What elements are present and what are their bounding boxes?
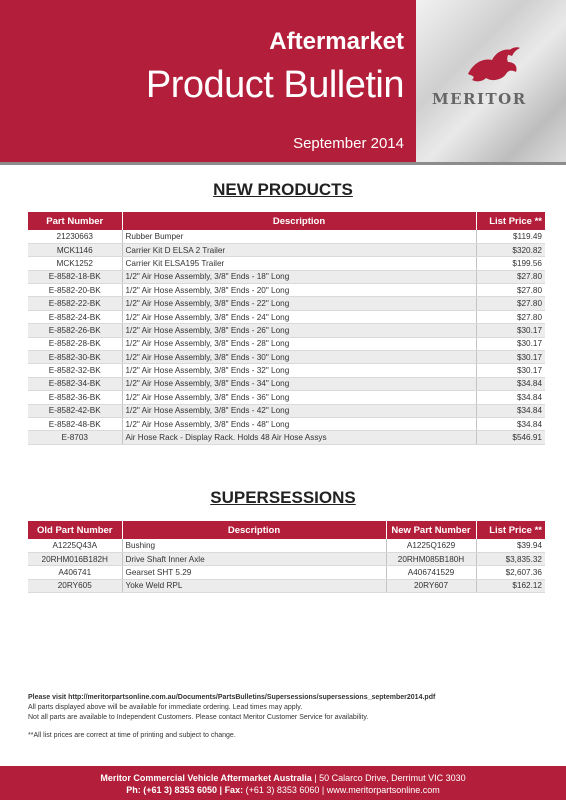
table-row	[28, 297, 545, 310]
notes	[28, 693, 548, 741]
table-cell: 20RHM085B180H	[386, 552, 476, 565]
table-cell: $27.80	[476, 297, 545, 310]
table-cell: $27.80	[476, 270, 545, 283]
table-cell: 1/2" Air Hose Assembly, 3/8" Ends - 20" Long	[122, 284, 476, 297]
table-cell: E-8582-18-BK	[28, 270, 122, 283]
table-cell: Bushing	[122, 539, 386, 552]
table-cell: 1/2" Air Hose Assembly, 3/8" Ends - 48" Long	[122, 417, 476, 430]
table-cell: $34.84	[476, 417, 545, 430]
table-cell: E-8582-20-BK	[28, 284, 122, 297]
table-cell: Gearset SHT 5.29	[122, 566, 386, 579]
table-cell: $27.80	[476, 284, 545, 297]
table-cell: $30.17	[476, 337, 545, 350]
table-cell: 1/2" Air Hose Assembly, 3/8" Ends - 34" Long	[122, 377, 476, 390]
table-row	[28, 417, 545, 430]
table-row	[28, 351, 545, 364]
table-header-row	[28, 212, 545, 230]
column-header: Part Number	[28, 212, 122, 230]
column-header: Description	[122, 212, 476, 230]
table-cell: $119.49	[476, 230, 545, 243]
table-cell: A1225Q43A	[28, 539, 122, 552]
footer-address: | 50 Calarco Drive, Derrimut VIC 3030	[311, 773, 466, 783]
table-cell: E-8582-32-BK	[28, 364, 122, 377]
table-cell: 1/2" Air Hose Assembly, 3/8" Ends - 24" Long	[122, 310, 476, 323]
footer-company: Meritor Commercial Vehicle Aftermarket Australia	[100, 773, 312, 783]
table-cell: E-8582-36-BK	[28, 391, 122, 404]
column-header: Description	[122, 521, 386, 539]
column-header: New Part Number	[386, 521, 476, 539]
table-cell: 20RY607	[386, 579, 476, 592]
table-cell: A406741529	[386, 566, 476, 579]
table-cell: 1/2" Air Hose Assembly, 3/8" Ends - 42" Long	[122, 404, 476, 417]
column-header: List Price **	[476, 521, 545, 539]
table-cell: $34.84	[476, 391, 545, 404]
meritor-logo-text: MERITOR	[432, 90, 527, 108]
table-row	[28, 243, 545, 256]
table-cell: $3,835.32	[476, 552, 545, 565]
table-row	[28, 404, 545, 417]
table-cell: A406741	[28, 566, 122, 579]
new-products-title: NEW PRODUCTS	[213, 180, 353, 199]
table-cell: 1/2" Air Hose Assembly, 3/8" Ends - 26" Long	[122, 324, 476, 337]
table-row	[28, 337, 545, 350]
table-cell: 1/2" Air Hose Assembly, 3/8" Ends - 32" Long	[122, 364, 476, 377]
footer-fax-label: Fax:	[224, 785, 244, 795]
table-row	[28, 310, 545, 323]
table-row	[28, 552, 545, 565]
supersessions-title: SUPERSESSIONS	[210, 488, 356, 507]
table-cell: $546.91	[476, 431, 545, 444]
table-row	[28, 230, 545, 243]
table-cell: MCK1146	[28, 243, 122, 256]
table-row	[28, 364, 545, 377]
footer-fax-web: (+61 3) 8353 6060 | www.meritorpartsonline.com	[243, 785, 440, 795]
table-row	[28, 431, 545, 444]
header-aftermarket: Aftermarket	[269, 28, 404, 55]
table-row	[28, 391, 545, 404]
note-line: All parts displayed above will be available for immediate ordering. Lead times may apply.	[28, 704, 303, 711]
table-cell: Drive Shaft Inner Axle	[122, 552, 386, 565]
footer-line-2	[0, 784, 566, 796]
header-divider	[0, 162, 566, 165]
table-cell: Carrier Kit D ELSA 2 Trailer	[122, 243, 476, 256]
table-row	[28, 324, 545, 337]
table-cell: E-8582-28-BK	[28, 337, 122, 350]
table-cell: 1/2" Air Hose Assembly, 3/8" Ends - 36" Long	[122, 391, 476, 404]
table-cell: 20RY605	[28, 579, 122, 592]
table-cell: 1/2" Air Hose Assembly, 3/8" Ends - 18" Long	[122, 270, 476, 283]
table-cell: E-8582-24-BK	[28, 310, 122, 323]
table-cell: E-8582-30-BK	[28, 351, 122, 364]
table-cell: 1/2" Air Hose Assembly, 3/8" Ends - 22" Long	[122, 297, 476, 310]
table-cell: 20RHM016B182H	[28, 552, 122, 565]
table-cell: $30.17	[476, 324, 545, 337]
footer	[0, 766, 566, 800]
footer-ph-label: Ph:	[126, 785, 141, 795]
table-cell: $34.84	[476, 404, 545, 417]
column-header: Old Part Number	[28, 521, 122, 539]
table-cell: $320.82	[476, 243, 545, 256]
table-cell: Rubber Bumper	[122, 230, 476, 243]
table-cell: Air Hose Rack - Display Rack. Holds 48 Air Hose Assys	[122, 431, 476, 444]
table-cell: Carrier Kit ELSA195 Trailer	[122, 257, 476, 270]
new-products-table	[28, 212, 545, 445]
table-cell: 1/2" Air Hose Assembly, 3/8" Ends - 28" Long	[122, 337, 476, 350]
table-cell: E-8582-48-BK	[28, 417, 122, 430]
supersessions-table	[28, 521, 545, 593]
column-header: List Price **	[476, 212, 545, 230]
table-header-row	[28, 521, 545, 539]
table-cell: $34.84	[476, 377, 545, 390]
table-cell: $30.17	[476, 364, 545, 377]
table-cell: E-8582-26-BK	[28, 324, 122, 337]
table-cell: $199.56	[476, 257, 545, 270]
table-cell: $2,607.36	[476, 566, 545, 579]
footer-ph: (+61 3) 8353 6050 |	[140, 785, 225, 795]
table-cell: E-8582-22-BK	[28, 297, 122, 310]
table-cell: $27.80	[476, 310, 545, 323]
table-row	[28, 377, 545, 390]
table-cell: E-8582-42-BK	[28, 404, 122, 417]
table-cell: A1225Q1629	[386, 539, 476, 552]
table-row	[28, 284, 545, 297]
table-row	[28, 539, 545, 552]
note-line: **All list prices are correct at time of printing and subject to change.	[28, 732, 236, 739]
table-row	[28, 579, 545, 592]
footer-line-1	[0, 772, 566, 784]
meritor-bull-icon	[462, 44, 522, 86]
table-cell: $30.17	[476, 351, 545, 364]
table-cell: 21230663	[28, 230, 122, 243]
table-cell: E-8703	[28, 431, 122, 444]
table-cell: E-8582-34-BK	[28, 377, 122, 390]
header	[0, 0, 566, 162]
table-row	[28, 566, 545, 579]
table-cell: $162.12	[476, 579, 545, 592]
table-row	[28, 257, 545, 270]
bulletin-link[interactable]: Please visit http://meritorpartsonline.com.au/Documents/PartsBulletins/Supersessions/supersessions_september2014.pdf	[28, 694, 436, 701]
table-cell: $39.94	[476, 539, 545, 552]
table-row	[28, 270, 545, 283]
header-date: September 2014	[293, 135, 404, 152]
table-cell: 1/2" Air Hose Assembly, 3/8" Ends - 30" Long	[122, 351, 476, 364]
table-cell: Yoke Weld RPL	[122, 579, 386, 592]
header-title: Product Bulletin	[145, 64, 404, 106]
table-cell: MCK1252	[28, 257, 122, 270]
note-line: Not all parts are available to Independent Customers. Please contact Meritor Customer Service for availability.	[28, 714, 369, 721]
